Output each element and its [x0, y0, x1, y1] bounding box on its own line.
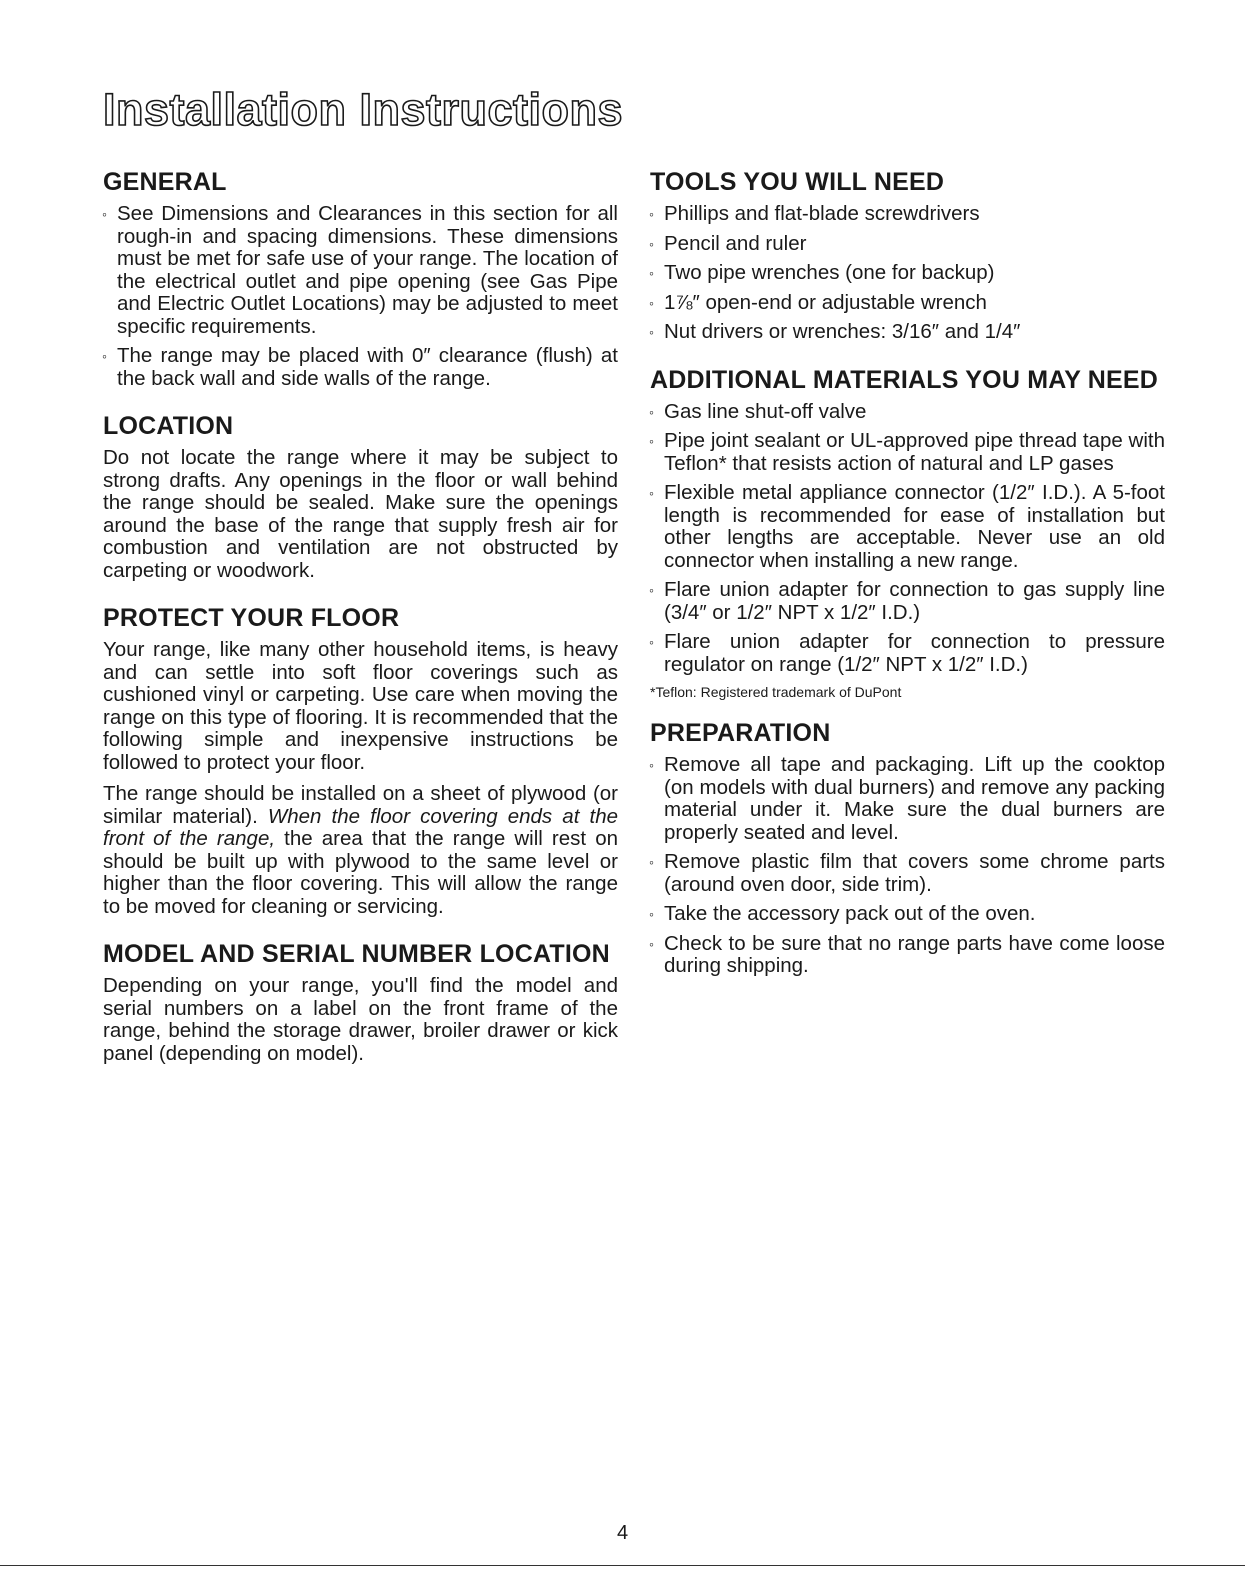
list-item: ◦ Check to be sure that no range parts have come loose during shipping. [650, 933, 1165, 978]
list-item: ◦ The range may be placed with 0″ clearance (flush) at the back wall and side walls of the range. [103, 345, 618, 390]
general-heading: GENERAL [103, 168, 227, 196]
paragraph-text: The range should be installed on a sheet of plywood (or similar material). [103, 782, 618, 828]
list-item: ◦ Take the accessory pack out of the oven. [650, 903, 1165, 926]
materials-heading: ADDITIONAL MATERIALS YOU MAY NEED [650, 365, 1159, 394]
list-item: ◦ Pencil and ruler [650, 233, 1165, 256]
location-section [103, 412, 618, 582]
materials-list [650, 401, 1165, 677]
list-item: ◦ Flare union adapter for connection to pressure regulator on range (1/2″ NPT x 1/2″ I.D.) [650, 631, 1165, 676]
list-item: ◦ Flare union adapter for connection to gas supply line (3/4″ or 1/2″ NPT x 1/2″ I.D.) [650, 579, 1165, 624]
list-item: ◦ Two pipe wrenches (one for backup) [650, 262, 1165, 285]
preparation-list [650, 754, 1165, 978]
location-heading: LOCATION [103, 412, 234, 440]
left-column [103, 168, 618, 1087]
preparation-section [650, 719, 1165, 978]
italic-emphasis: When the floor covering ends at the front of the range, [103, 804, 618, 850]
protect-floor-section [103, 604, 618, 918]
list-item: ◦ Pipe joint sealant or UL-approved pipe thread tape with Teflon* that resists action of natural and LP gases [650, 430, 1165, 475]
list-item: ◦ Flexible metal appliance connector (1/2″ I.D.). A 5-foot length is recommended for ease of installation but other lengths are acceptable. Never use an old connector when installing a new range. [650, 482, 1165, 572]
general-section [103, 168, 618, 390]
materials-section [650, 366, 1165, 702]
list-item: ◦ Phillips and flat-blade screwdrivers [650, 203, 1165, 226]
paragraph-text: the area that the range will rest on should be built up with plywood to the same level or higher than the floor covering. This will allow the range to be moved for cleaning or servicing. [103, 827, 618, 918]
page-title: Installation Instructions [103, 84, 624, 135]
protect-floor-paragraph-2 [103, 783, 618, 918]
list-item: ◦ Gas line shut-off valve [650, 401, 1165, 424]
general-list [103, 203, 618, 390]
model-serial-section [103, 940, 618, 1065]
list-item: ◦ Nut drivers or wrenches: 3/16″ and 1/4″ [650, 321, 1165, 344]
right-column [650, 168, 1165, 1000]
list-item: ◦ Remove all tape and packaging. Lift up the cooktop (on models with dual burners) and remove any packing material under it. Make sure the dual burners are properly seated and level. [650, 754, 1165, 844]
location-text: Do not locate the range where it may be subject to strong drafts. Any openings in the floor or wall behind the range should be sealed. Make sure the openings around the base of the range that supply fresh air for combustion and ventilation are not obstructed by carpeting or woodwork. [103, 446, 618, 582]
protect-floor-heading: PROTECT YOUR FLOOR [103, 604, 400, 632]
list-item: ◦ Remove plastic film that covers some chrome parts (around oven door, side trim). [650, 851, 1165, 896]
list-item: ◦ 1⅞″ open-end or adjustable wrench [650, 292, 1165, 315]
protect-floor-paragraph-1: Your range, like many other household items, is heavy and can settle into soft floor coverings such as cushioned vinyl or carpeting. Use care when moving the range on this type of flooring. It is recommended that the following simple and inexpensive instructions be followed to protect your floor. [103, 638, 618, 774]
tools-section [650, 168, 1165, 344]
list-item: ◦ See Dimensions and Clearances in this section for all rough-in and spacing dimensions. These dimensions must be met for safe use of your range. The location of the electrical outlet and pipe opening (see Gas Pipe and Electric Outlet Locations) may be adjusted to meet specific requirements. [103, 203, 618, 338]
bottom-rule [0, 1565, 1245, 1566]
teflon-footnote: *Teflon: Registered trademark of DuPont [650, 684, 902, 700]
tools-heading: TOOLS YOU WILL NEED [650, 168, 945, 196]
tools-list [650, 203, 1165, 344]
page-number: 4 [616, 1522, 629, 1544]
preparation-heading: PREPARATION [650, 719, 831, 747]
model-serial-text: Depending on your range, you'll find the model and serial numbers on a label on the front frame of the range, behind the storage drawer, broiler drawer or kick panel (depending on model). [103, 974, 618, 1065]
model-serial-heading: MODEL AND SERIAL NUMBER LOCATION [103, 940, 610, 968]
